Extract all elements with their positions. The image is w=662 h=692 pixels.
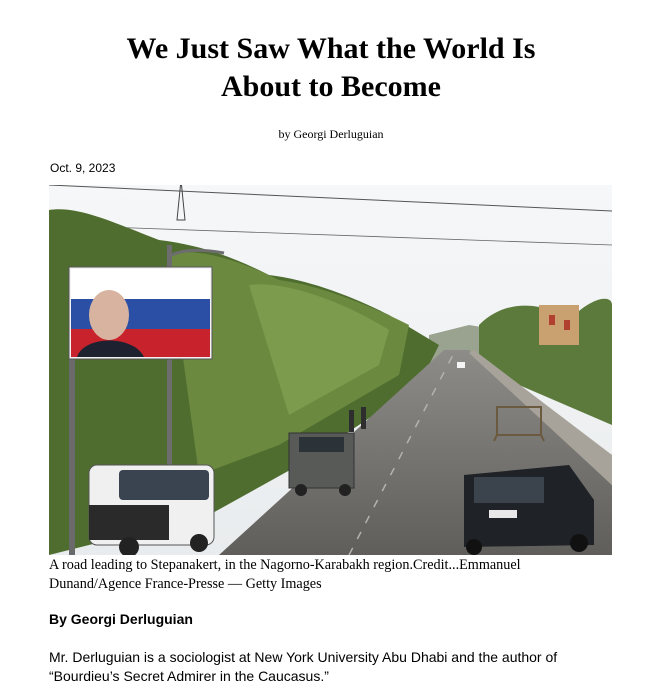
caption-line2: Dunand/Agence France-Presse — Getty Images bbox=[49, 576, 322, 592]
byline: by Georgi Derluguian bbox=[278, 127, 384, 141]
article-title bbox=[0, 30, 662, 106]
white-van bbox=[89, 465, 214, 555]
photo-caption bbox=[49, 556, 619, 594]
article-photo bbox=[49, 185, 612, 555]
article-title-line2: About to Become bbox=[221, 70, 441, 103]
publish-date: Oct. 9, 2023 bbox=[50, 161, 116, 175]
bio-line1: Mr. Derluguian is a sociologist at New York University Abu Dhabi and the author of bbox=[49, 649, 558, 665]
billboard bbox=[69, 267, 212, 359]
author-byline: By Georgi Derluguian bbox=[49, 611, 193, 627]
caption-line1: A road leading to Stepanakert, in the Nagorno-Karabakh region.Credit...Emmanuel bbox=[49, 557, 521, 573]
article-title-line1: We Just Saw What the World Is bbox=[126, 32, 536, 65]
pickup-truck bbox=[289, 433, 354, 496]
author-bio bbox=[49, 648, 629, 686]
bio-line2: “Bourdieu’s Secret Admirer in the Caucasus.” bbox=[49, 668, 329, 684]
black-suv bbox=[464, 465, 594, 555]
